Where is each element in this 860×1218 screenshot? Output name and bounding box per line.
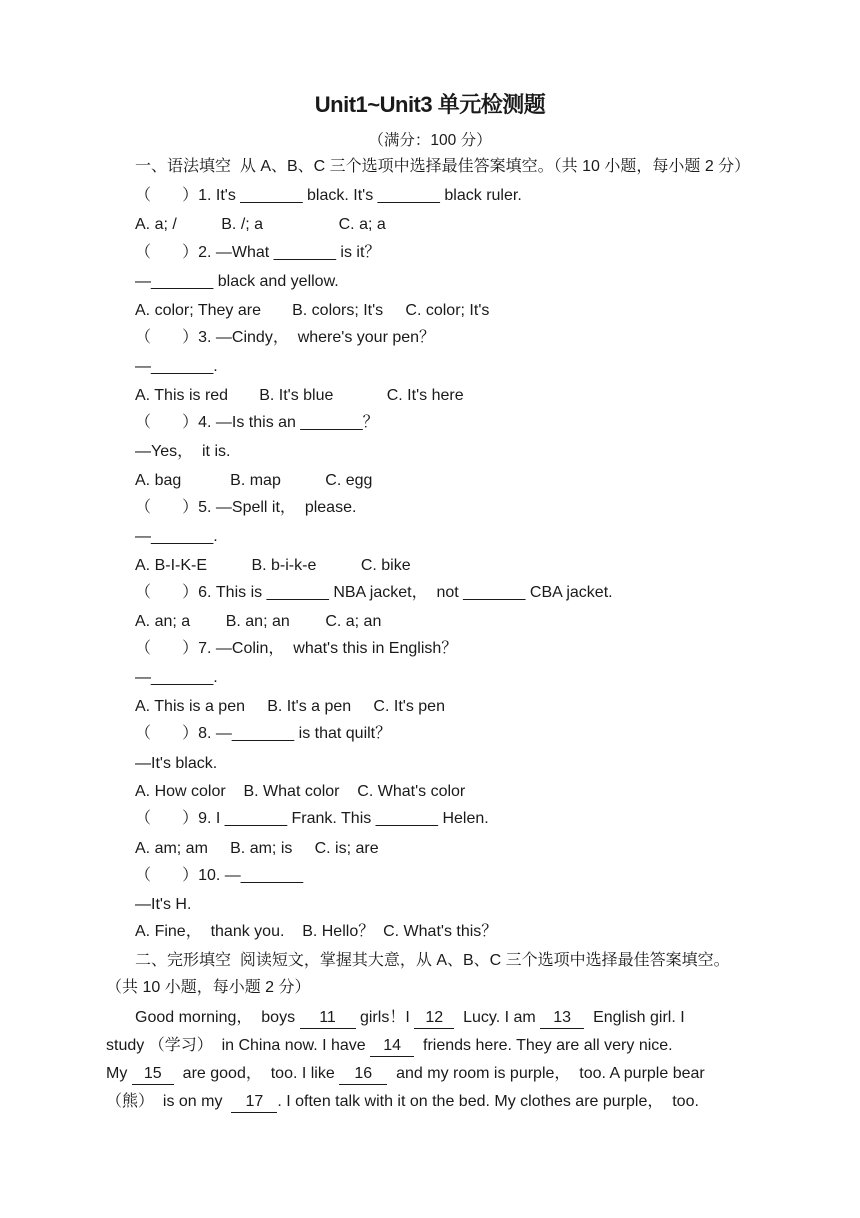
page-title: Unit1~Unit3 单元检测题 xyxy=(314,92,546,117)
passage-line-2 xyxy=(106,1035,673,1057)
passage-line-1 xyxy=(135,1007,685,1029)
question-2-options: A. color; They are B. colors; It's C. color; It's xyxy=(135,302,490,319)
question-10-answer-line: —It's H. xyxy=(135,896,192,913)
cloze-blank-14: 14 xyxy=(370,1037,414,1057)
passage-text: Lucy. I am xyxy=(454,1009,541,1026)
question-8: （ ）8. —_______ is that quilt？ xyxy=(135,725,392,742)
passage-text: friends here. They are all very nice. xyxy=(414,1037,673,1054)
question-1-options: A. a; / B. /; a C. a; a xyxy=(135,216,386,233)
question-3: （ ）3. —Cindy， where's your pen？ xyxy=(135,329,436,346)
passage-text: are good， too. I like xyxy=(173,1065,340,1082)
question-8-answer-line: —It's black. xyxy=(135,755,218,772)
question-2-answer-line: —_______ black and yellow. xyxy=(135,273,339,290)
question-10: （ ）10. —_______ xyxy=(135,867,304,884)
cloze-blank-15: 15 xyxy=(132,1065,174,1085)
passage-line-4 xyxy=(106,1091,699,1113)
passage-line-3 xyxy=(106,1063,705,1085)
passage-text: girls！I xyxy=(355,1009,415,1026)
question-8-options: A. How color B. What color C. What's color xyxy=(135,783,466,800)
cloze-blank-11: 11 xyxy=(300,1009,356,1029)
cloze-blank-17: 17 xyxy=(231,1093,277,1113)
passage-text: （熊） is on my xyxy=(106,1093,232,1110)
question-5-options: A. B-I-K-E B. b-i-k-e C. bike xyxy=(135,557,411,574)
cloze-blank-13: 13 xyxy=(540,1009,584,1029)
question-9-options: A. am; am B. am; is C. is; are xyxy=(135,840,379,857)
question-4: （ ）4. —Is this an _______？ xyxy=(135,414,379,431)
passage-text: English girl. I xyxy=(584,1009,685,1026)
question-2: （ ）2. —What _______ is it？ xyxy=(135,244,381,261)
passage-text: and my room is purple， too. A purple bear xyxy=(387,1065,705,1082)
question-6: （ ）6. This is _______ NBA jacket， not _______ CBA jacket. xyxy=(135,584,613,601)
question-5-answer-line: —_______. xyxy=(135,528,218,545)
cloze-blank-16: 16 xyxy=(339,1065,387,1085)
score-note: （满分：100 分） xyxy=(368,132,492,149)
question-4-answer-line: —Yes， it is. xyxy=(135,443,231,460)
passage-text: . I often talk with it on the bed. My clothes are purple， too. xyxy=(277,1093,699,1110)
question-10-options: A. Fine， thank you. B. Hello？ C. What's this？ xyxy=(135,923,498,940)
question-7-options: A. This is a pen B. It's a pen C. It's pen xyxy=(135,698,445,715)
question-7: （ ）7. —Colin， what's this in English？ xyxy=(135,640,458,657)
question-3-answer-line: —_______. xyxy=(135,358,218,375)
question-6-options: A. an; a B. an; an C. a; an xyxy=(135,613,382,630)
question-7-answer-line: —_______. xyxy=(135,669,218,686)
cloze-blank-12: 12 xyxy=(414,1009,454,1029)
question-5: （ ）5. —Spell it， please. xyxy=(135,499,357,516)
passage-text: Good morning， boys xyxy=(135,1009,300,1026)
question-9: （ ）9. I _______ Frank. This _______ Helen. xyxy=(135,810,489,827)
question-4-options: A. bag B. map C. egg xyxy=(135,472,373,489)
passage-text: My xyxy=(106,1065,132,1082)
question-1: （ ）1. It's _______ black. It's _______ black ruler. xyxy=(135,187,522,204)
question-3-options: A. This is red B. It's blue C. It's here xyxy=(135,387,464,404)
section2-heading-cont: （共 10 小题，每小题 2 分） xyxy=(106,979,311,996)
section1-heading: 一、语法填空 从 A、B、C 三个选项中选择最佳答案填空。（共 10 小题，每小题 2 分） xyxy=(135,158,751,175)
passage-text: study （学习） in China now. I have xyxy=(106,1037,371,1054)
section2-heading: 二、完形填空 阅读短文，掌握其大意，从 A、B、C 三个选项中选择最佳答案填空。 xyxy=(135,952,730,969)
